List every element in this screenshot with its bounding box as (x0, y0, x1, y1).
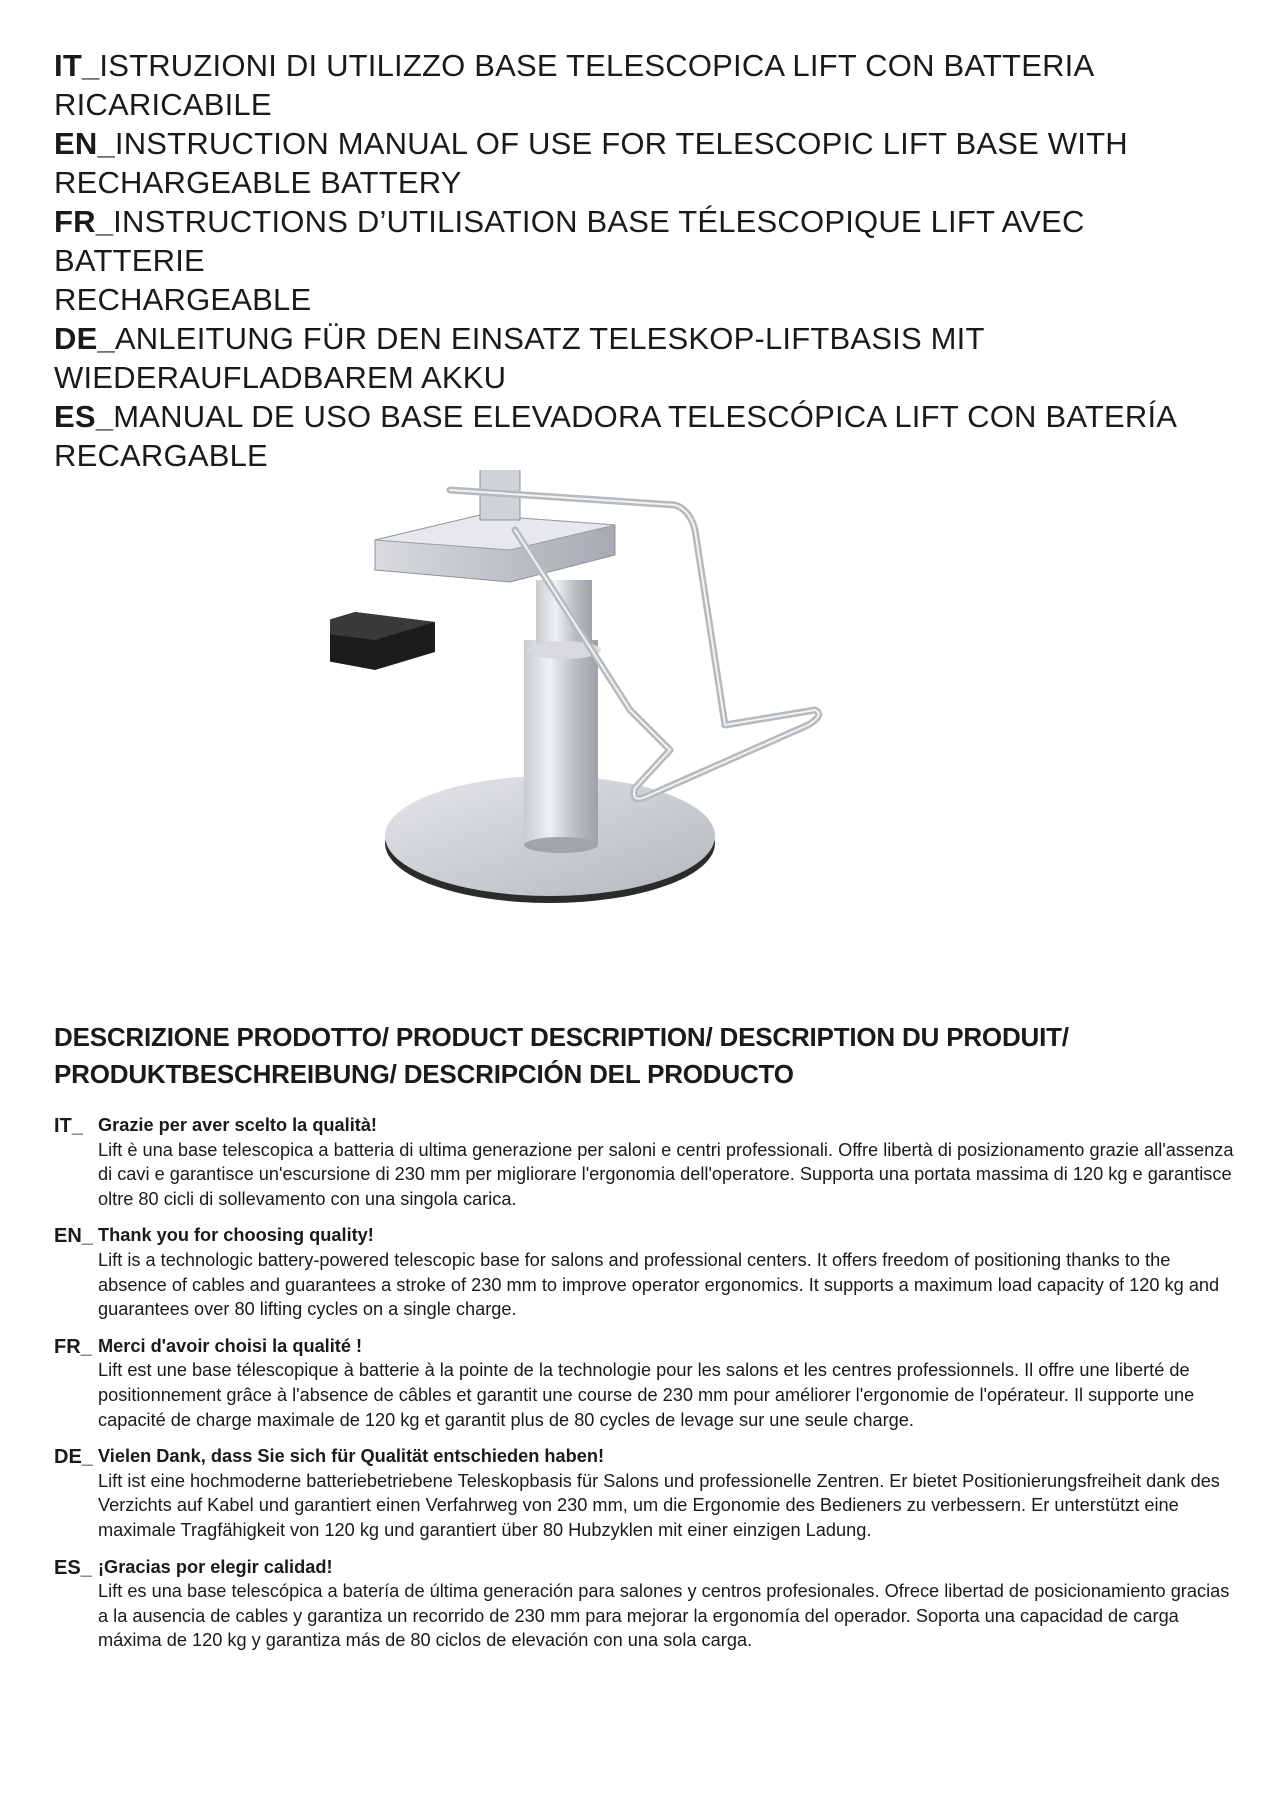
title-text: INSTRUCTION MANUAL OF USE FOR TELESCOPIC LIFT BASE WITH (114, 126, 1128, 161)
heading-line: PRODUKTBESCHREIBUNG/ DESCRIPCIÓN DEL PRODUCTO (54, 1059, 794, 1089)
section-en (54, 1223, 1234, 1321)
lift-base-product-image (330, 470, 930, 940)
section-body: Lift es una base telescópica a batería de última generación para salones y centros profesionales. Ofrece libertad de posicionamiento gracias a la ausencia de cables y garantiza un recorrido de 230 mm para mejorar la ergonomía del operador. Soporta una capacidad de carga máxima de 120 kg y garantiza más de 80 ciclos de elevación con una sola carga. (98, 1581, 1230, 1651)
section-es (54, 1555, 1234, 1653)
title-it (54, 46, 1224, 124)
lang-code: FR_ (54, 204, 114, 239)
section-title: Vielen Dank, dass Sie sich für Qualität entschieden haben! (98, 1446, 605, 1467)
section-body: Lift è una base telescopica a batteria di ultima generazione per saloni e centri professionali. Offre libertà di posizionamento grazie all'assenza di cavi e garantisce un'escursione di 230 mm per migliorare l'ergonomia dell'operatore. Supporta una portata massima di 120 kg e garantisce oltre 80 cicli di sollevamento con una singola carica. (98, 1139, 1234, 1209)
title-text: ANLEITUNG FÜR DEN EINSATZ TELESKOP-LIFTBASIS MIT (114, 321, 985, 356)
section-lang-code: EN_ (54, 1225, 93, 1248)
title-text: MANUAL DE USO BASE ELEVADORA TELESCÓPICA LIFT CON BATERÍA (113, 399, 1178, 434)
section-it (54, 1113, 1234, 1211)
section-lang-code: FR_ (54, 1335, 92, 1358)
section-body: Lift est une base télescopique à batterie à la pointe de la technologie pour les salons et les centres professionnels. Il offre une liberté de positionnement grâce à l'absence de câbles et garantit une course de 230 mm pour améliorer l'ergonomie de l'opérateur. Il supporte une capacité de charge maximale de 120 kg et garantit plus de 80 cycles de levage sur une seule charge. (98, 1360, 1195, 1430)
section-lang-code: IT_ (54, 1115, 83, 1137)
section-de (54, 1444, 1234, 1542)
section-title: Merci d'avoir choisi la qualité ! (98, 1335, 363, 1356)
lower-column (524, 640, 598, 845)
section-title: Thank you for choosing quality! (98, 1225, 374, 1246)
title-fr (54, 202, 1224, 319)
section-fr (54, 1334, 1234, 1432)
section-lang-code: DE_ (54, 1446, 93, 1469)
title-text-cont: RECARGABLE (54, 438, 268, 473)
title-text-cont: RECHARGEABLE BATTERY (54, 165, 462, 200)
section-title: ¡Gracias por elegir calidad! (98, 1556, 333, 1577)
lang-code: EN_ (54, 126, 115, 161)
lang-code: IT_ (54, 48, 100, 83)
title-text-cont: WIEDERAUFLADBAREM AKKU (54, 360, 507, 395)
title-text: INSTRUCTIONS D’UTILISATION BASE TÉLESCOPIQUE LIFT AVEC BATTERIE (54, 204, 1085, 278)
title-text: ISTRUZIONI DI UTILIZZO BASE TELESCOPICA LIFT CON BATTERIA (99, 48, 1095, 83)
lang-code: DE_ (54, 321, 115, 356)
manual-titles (54, 46, 1224, 475)
section-body: Lift is a technologic battery-powered telescopic base for salons and professional centers. It offers freedom of positioning thanks to the absence of cables and guarantees a stroke of 230 mm to improve operator ergonomics. It supports a maximum load capacity of 120 kg and guarantees over 80 lifting cycles on a single charge. (98, 1249, 1220, 1320)
description-sections (54, 1113, 1234, 1665)
title-de (54, 319, 1224, 397)
section-lang-code: ES_ (54, 1556, 92, 1579)
section-body: Lift ist eine hochmoderne batteriebetriebene Teleskopbasis für Salons und professionelle Zentren. Er bietet Positionierungsfreiheit dank des Verzichts auf Kabel und garantiert einen Verfahrweg von 230 mm, um die Ergonomie des Bedieners zu verbessern. Er unterstützt eine maximale Tragfähigkeit von 120 kg und garantiert über 80 Hubzyklen mit einer einzigen Ladung. (98, 1470, 1220, 1540)
section-title: Grazie per aver scelto la qualità! (98, 1115, 377, 1135)
title-es (54, 397, 1224, 475)
lang-code: ES_ (54, 399, 114, 434)
product-description-heading (54, 1019, 1234, 1093)
title-text-cont: RICARICABILE (54, 87, 272, 122)
title-en (54, 124, 1224, 202)
title-text-cont: RECHARGEABLE (54, 282, 312, 317)
heading-line: DESCRIZIONE PRODOTTO/ PRODUCT DESCRIPTION/ DESCRIPTION DU PRODUIT/ (54, 1022, 1069, 1052)
